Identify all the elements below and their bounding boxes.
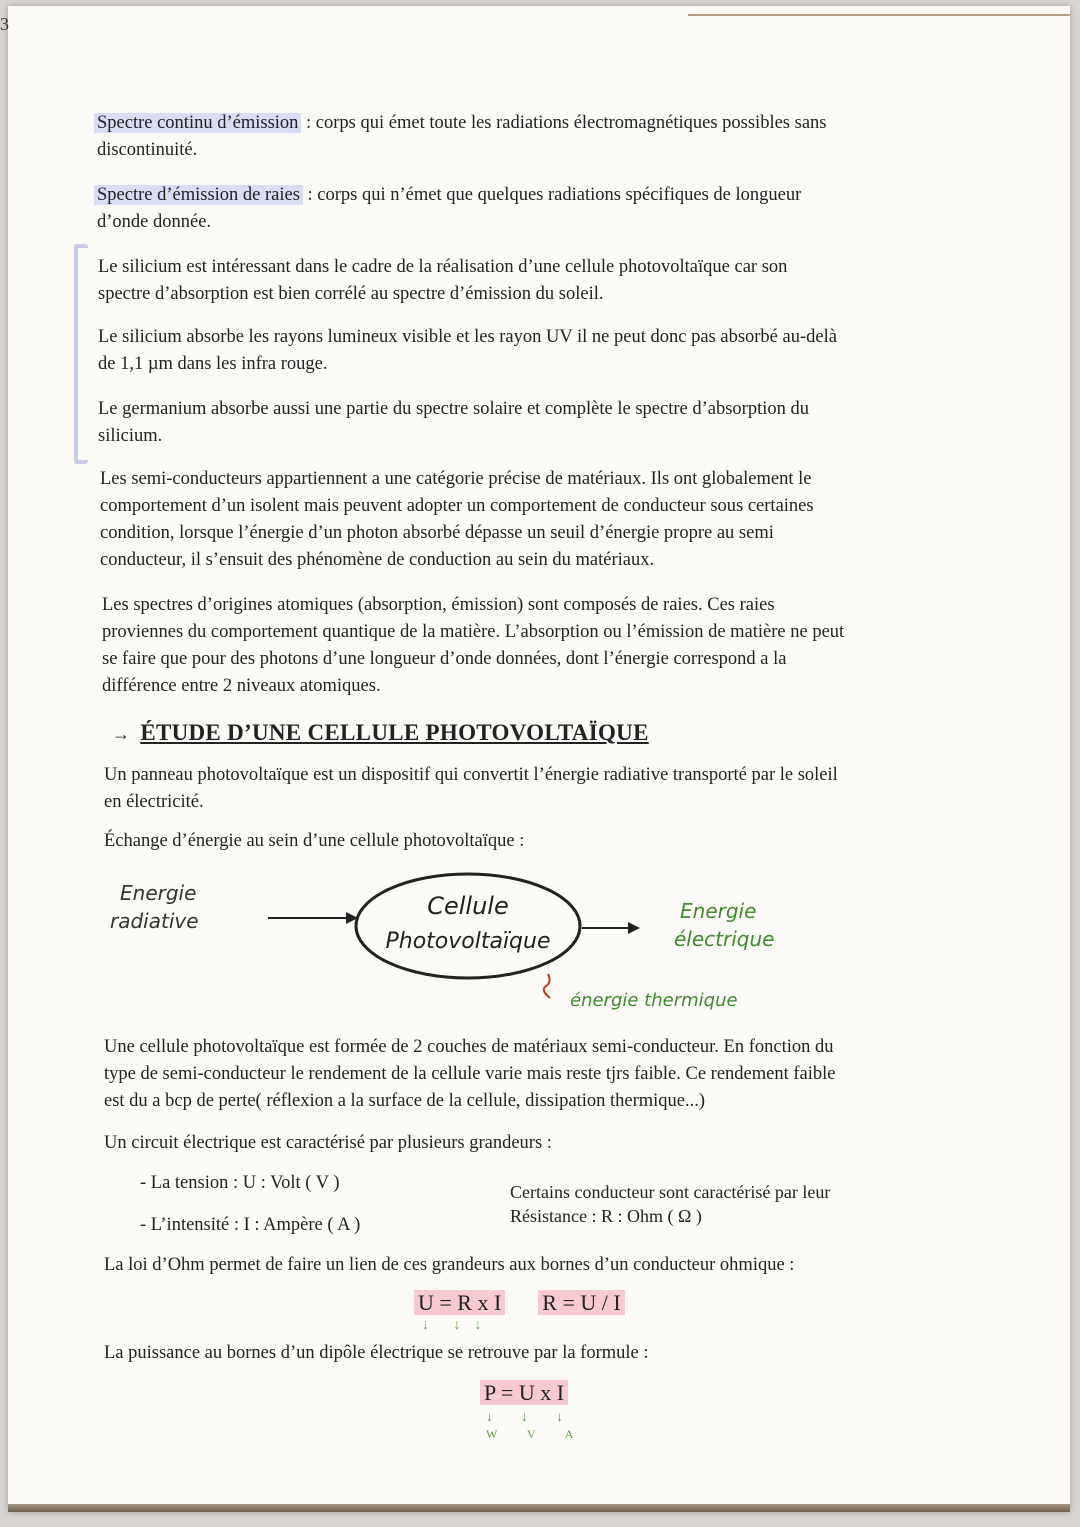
text-line: est du a bcp de perte( réflexion a la surface de la cellule, dissipation thermique...) [104, 1091, 706, 1111]
input-energy-label-2: radiative [110, 909, 199, 933]
text-line: se faire que pour des photons d’une longueur d’onde données, dont l’énergie correspond a la [102, 649, 787, 669]
formula-ohm-law [414, 1290, 625, 1316]
paragraph-silicium-interest [98, 254, 787, 308]
formula-arrows: ↓ ↓ ↓ [422, 1318, 482, 1333]
text-line: Le silicium est intéressant dans le cadre de la réalisation d’une cellule photovoltaïque car son [98, 257, 788, 277]
cell-ellipse [356, 874, 580, 978]
definition-text: : corps qui n’émet que quelques radiations spécifiques de longueur [302, 185, 802, 205]
text-line: conducteur, il s’ensuit des phénomène de conduction au sein du matériaux. [100, 550, 655, 570]
section-heading [112, 720, 649, 746]
paragraph-atomic-spectra [102, 592, 844, 700]
notebook-page [8, 6, 1070, 1512]
formula-power [480, 1380, 568, 1406]
list-item-current: - L’intensité : I : Ampère ( A ) [140, 1215, 361, 1235]
definition-text: : corps qui émet toute les radiations électromagnétiques possibles sans [301, 113, 827, 133]
text-line: Une cellule photovoltaïque est formée de 2 couches de matériaux semi-conducteur. En fonction du [104, 1037, 834, 1057]
arrow-output-head [628, 922, 640, 934]
text-line: Un panneau photovoltaïque est un dispositif qui convertit l’énergie radiative transporté par le soleil [104, 765, 838, 785]
energy-exchange-intro: Échange d’énergie au sein d’une cellule photovoltaïque : [104, 831, 525, 851]
section-heading-text: ÉTUDE D’UNE CELLULE PHOTOVOLTAÏQUE [140, 720, 649, 745]
text-line: condition, lorsque l’énergie d’un photon absorbé dépasse un seuil d’énergie propre au semi [100, 523, 774, 543]
paragraph-semiconductors [100, 466, 814, 574]
page-top-edge [688, 14, 1070, 16]
paragraph-silicium-absorption [98, 324, 837, 378]
input-energy-label-1: Energie [120, 881, 197, 905]
formula-u-equals-ri: U = R x I [414, 1290, 505, 1315]
text-line: Les spectres d’origines atomiques (absorption, émission) sont composés de raies. Ces raies [102, 595, 775, 615]
text-line: proviennes du comportement quantique de la matière. L’absorption ou l’émission de matière ne peut [102, 622, 845, 642]
formula-power-units: ↓ ↓ ↓ W V A [486, 1410, 574, 1441]
page-bottom-edge [8, 1504, 1070, 1512]
text-line: Certains conducteur sont caractérisé par leur [510, 1182, 831, 1202]
output-energy-label-1: Energie [680, 899, 757, 923]
unit-ampere: A [564, 1427, 574, 1441]
unit-volt: V [526, 1427, 536, 1441]
text-line: spectre d’absorption est bien corrélé au spectre d’émission du soleil. [98, 284, 604, 304]
formula-p-equals-ui: P = U x I [480, 1380, 568, 1405]
loss-arrow [544, 974, 550, 998]
paragraph-panel-definition [104, 762, 838, 816]
cell-label-2: Photovoltaïque [385, 929, 551, 954]
definition-line-spectrum [94, 182, 801, 236]
ohm-law-intro: La loi d’Ohm permet de faire un lien de ces grandeurs aux bornes d’un conducteur ohmique : [104, 1255, 795, 1275]
term-continuous-spectrum: Spectre continu d’émission [94, 113, 301, 133]
text-line: Les semi-conducteurs appartiennent a une catégorie précise de matériaux. Ils ont globalement le [100, 469, 812, 489]
output-energy-label-2: électrique [674, 927, 775, 951]
text-line: en électricité. [104, 792, 204, 812]
arrow-right-icon: → [112, 724, 131, 744]
paragraph-cell-structure [104, 1034, 835, 1115]
cell-label-1: Cellule [427, 892, 509, 920]
margin-bracket [74, 244, 88, 464]
unit-watt: W [486, 1427, 498, 1441]
definition-text: d’onde donnée. [97, 212, 212, 232]
energy-exchange-diagram [108, 866, 828, 1016]
list-item-voltage: - La tension : U : Volt ( V ) [140, 1173, 340, 1193]
loss-label: énergie thermique [570, 990, 738, 1011]
power-formula-intro: La puissance au bornes d’un dipôle électrique se retrouve par la formule : [104, 1343, 649, 1363]
text-line: Le silicium absorbe les rayons lumineux visible et les rayon UV il ne peut donc pas absorbé au-delà [98, 327, 837, 347]
text-line: Résistance : R : Ohm ( Ω ) [510, 1206, 702, 1226]
text-line: type de semi-conducteur le rendement de la cellule varie mais reste tjrs faible. Ce rendement faible [104, 1064, 836, 1084]
paragraph-germanium [98, 396, 809, 450]
definition-continuous-spectrum [94, 110, 826, 164]
formula-r-equals-u-over-i: R = U / I [538, 1290, 624, 1315]
page-number: 3 [0, 14, 9, 34]
text-line: Le germanium absorbe aussi une partie du spectre solaire et complète le spectre d’absorption du [98, 399, 809, 419]
text-line: silicium. [98, 426, 163, 446]
text-line: de 1,1 µm dans les infra rouge. [98, 354, 328, 374]
circuit-quantities-intro: Un circuit électrique est caractérisé par plusieurs grandeurs : [104, 1133, 552, 1153]
text-line: comportement d’un isolent mais peuvent adopter un comportement de conducteur sous certaines [100, 496, 814, 516]
term-line-spectrum: Spectre d’émission de raies [94, 185, 303, 205]
text-line: différence entre 2 niveaux atomiques. [102, 676, 381, 696]
resistance-note [510, 1180, 830, 1228]
definition-text: discontinuité. [97, 140, 198, 160]
